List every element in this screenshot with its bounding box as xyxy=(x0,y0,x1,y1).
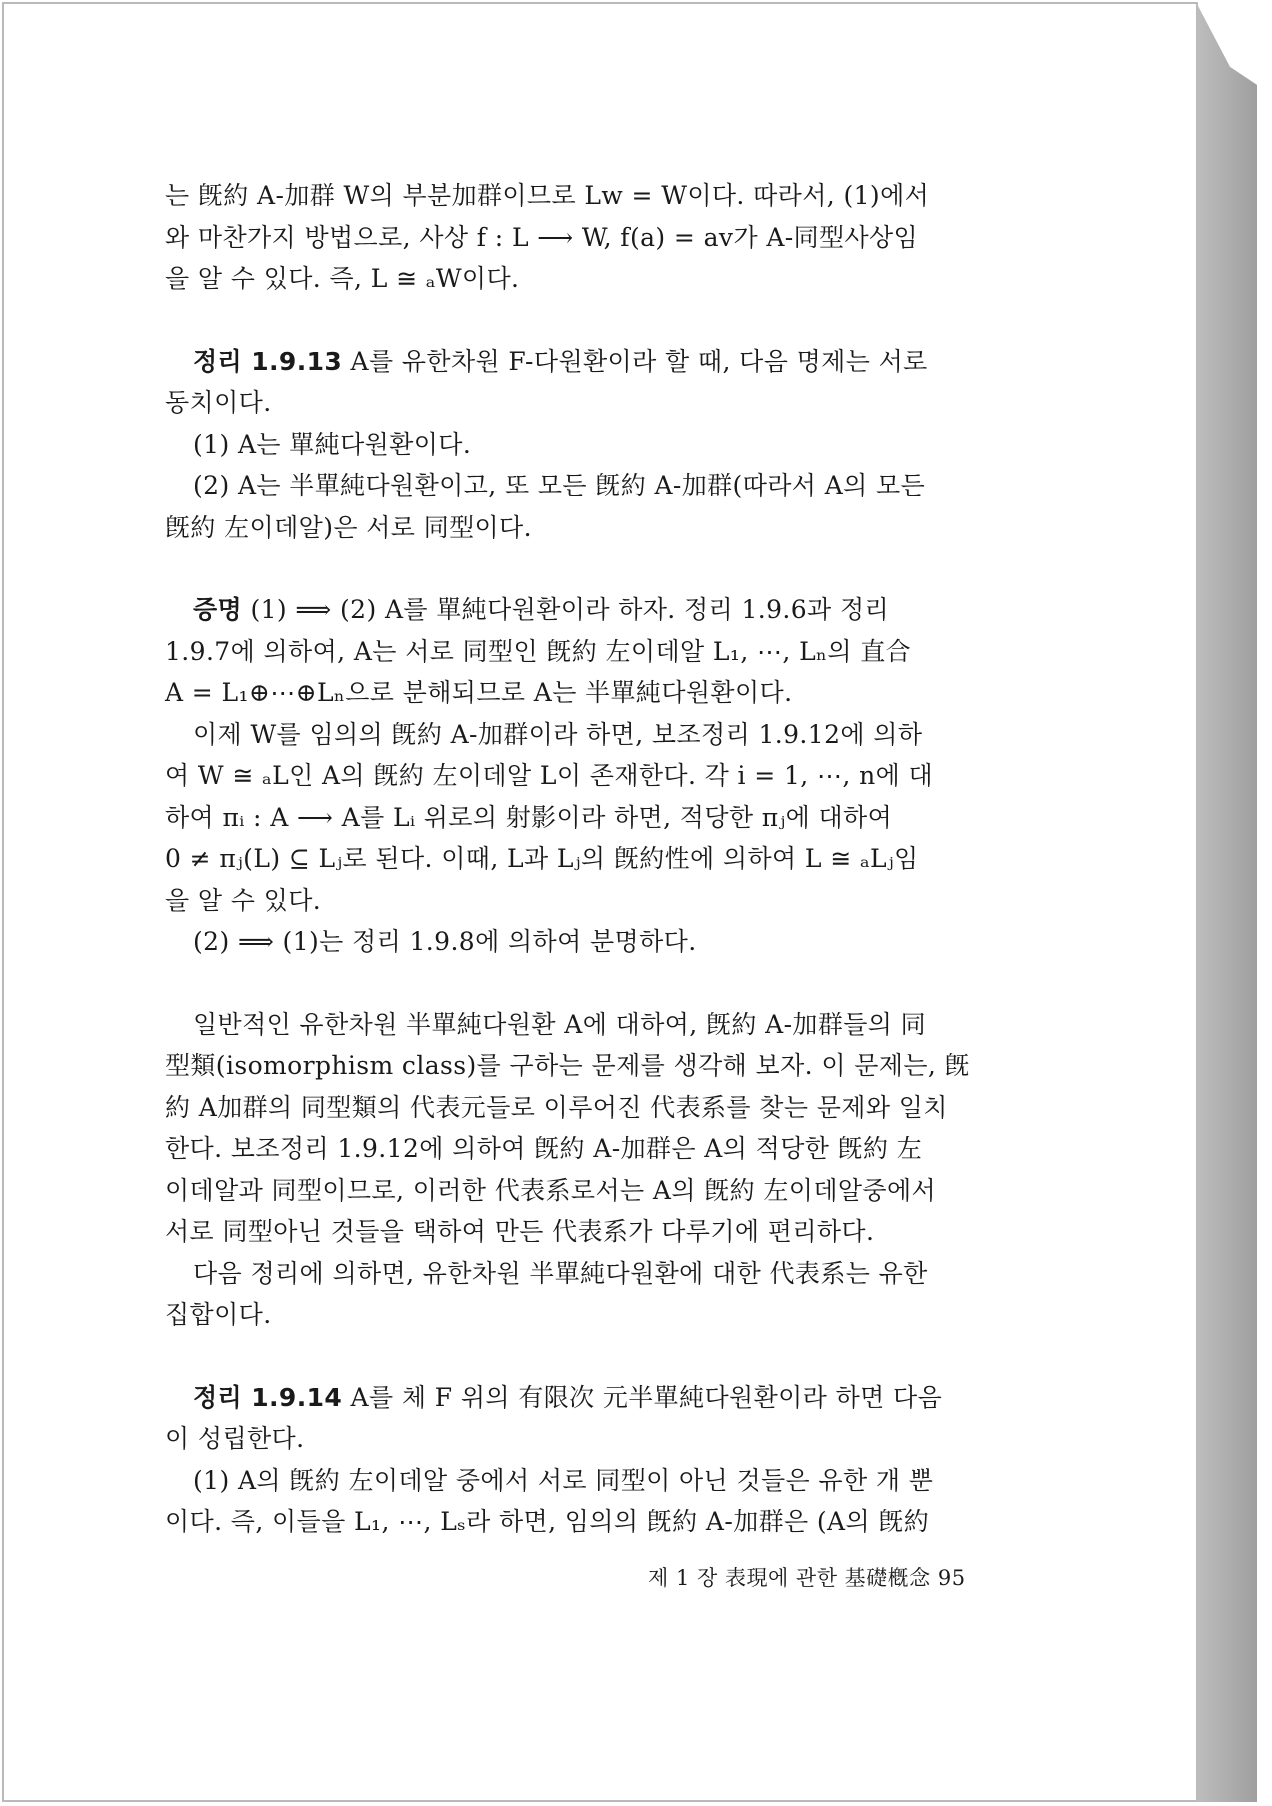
text-line: 이제 W를 임의의 旣約 A-加群이라 하면, 보조정리 1.9.12에 의하 xyxy=(193,719,923,749)
text-line: 동치이다. xyxy=(165,388,272,417)
spacer xyxy=(165,300,1045,341)
text-line: 이 성립한다. xyxy=(165,1424,305,1453)
text-line: 을 알 수 있다. 즉, L ≅ ₐW이다. xyxy=(165,264,520,293)
text-line: 旣約 左이데알)은 서로 同型이다. xyxy=(165,512,532,542)
theorem-label: 정리 1.9.14 xyxy=(193,1382,343,1412)
theorem-heading xyxy=(165,1377,1045,1419)
text-line: 이데알과 同型이므로, 이러한 代表系로서는 A의 旣約 左이데알중에서 xyxy=(165,1175,937,1205)
theorem-statement: A를 유한차원 F-다원환이라 할 때, 다음 명제는 서로 xyxy=(342,346,928,376)
proof xyxy=(165,589,1045,963)
theorem-item: (1) A의 旣約 左이데알 중에서 서로 同型이 아닌 것들은 유한 개 뿐 xyxy=(193,1465,934,1495)
text-line: 집합이다. xyxy=(165,1300,272,1329)
text-line: 을 알 수 있다. xyxy=(165,885,322,915)
proof-label: 증명 xyxy=(193,595,243,624)
text-line: 일반적인 유한차원 半單純다원환 A에 대하여, 旣約 A-加群들의 同 xyxy=(193,1009,927,1039)
page-body xyxy=(165,175,1045,1543)
text-line: 이다. 즉, 이들을 L₁, ⋯, Lₛ라 하면, 임의의 旣約 A-加群은 (A의 旣約 xyxy=(165,1507,930,1536)
spacer xyxy=(165,1336,1045,1377)
theorem-heading xyxy=(165,341,1045,383)
text-line: 서로 同型아닌 것들을 택하여 만든 代表系가 다루기에 편리하다. xyxy=(165,1217,875,1246)
theorem-1-9-13 xyxy=(165,341,1045,549)
text-line: 0 ≠ πⱼ(L) ⊆ Lⱼ로 된다. 이때, L과 Lⱼ의 旣約性에 의하여 L ≅ ₐLⱼ임 xyxy=(165,844,919,873)
text-line: 여 W ≅ ₐL인 A의 旣約 左이데알 L이 존재한다. 각 i = 1, ⋯, n에 대 xyxy=(165,761,934,790)
discussion xyxy=(165,1004,1045,1336)
text-line: A = L₁⊕⋯⊕Lₙ으로 분해되므로 A는 半單純다원환이다. xyxy=(165,678,793,707)
text-line: 다음 정리에 의하면, 유한차원 半單純다원환에 대한 代表系는 유한 xyxy=(193,1258,928,1288)
text-line: 와 마찬가지 방법으로, 사상 f : L ⟶ W, f(a) = av가 A-同型사상임 xyxy=(165,222,919,252)
theorem-item: (1) A는 單純다원환이다. xyxy=(193,429,472,459)
text-line: 는 旣約 A-加群 W의 부분加群이므로 Lw = W이다. 따라서, (1)에서 xyxy=(165,181,930,210)
proof-heading xyxy=(165,589,1045,631)
paragraph-intro xyxy=(165,175,1045,300)
proof-statement: (1) ⟹ (2) A를 單純다원환이라 하자. 정리 1.9.6과 정리 xyxy=(242,595,890,624)
text-line: 約 A加群의 同型類의 代表元들로 이루어진 代表系를 찾는 문제와 일치 xyxy=(165,1092,948,1122)
text-line: 型類(isomorphism class)를 구하는 문제를 생각해 보자. 이 문제는, 旣 xyxy=(165,1051,970,1080)
page-stack-edge xyxy=(1197,4,1257,1802)
theorem-label: 정리 1.9.13 xyxy=(193,346,343,376)
theorem-statement: A를 체 F 위의 有限次 元半單純다원환이라 하면 다음 xyxy=(342,1382,943,1412)
page-footer: 제 1 장 表現에 관한 基礎槪念 95 xyxy=(648,1566,966,1590)
theorem-item: (2) A는 半單純다원환이고, 또 모든 旣約 A-加群(따라서 A의 모든 xyxy=(193,471,926,500)
text-line: 하여 πᵢ : A ⟶ A를 Lᵢ 위로의 射影이라 하면, 적당한 πⱼ에 대하여 xyxy=(165,802,893,832)
theorem-1-9-14 xyxy=(165,1377,1045,1543)
spacer xyxy=(165,963,1045,1004)
text-line: 한다. 보조정리 1.9.12에 의하여 旣約 A-加群은 A의 적당한 旣約 左 xyxy=(165,1134,923,1163)
text-line: (2) ⟹ (1)는 정리 1.9.8에 의하여 분명하다. xyxy=(193,927,697,956)
spacer xyxy=(165,548,1045,589)
text-line: 1.9.7에 의하여, A는 서로 同型인 旣約 左이데알 L₁, ⋯, Lₙ의 直合 xyxy=(165,636,912,666)
